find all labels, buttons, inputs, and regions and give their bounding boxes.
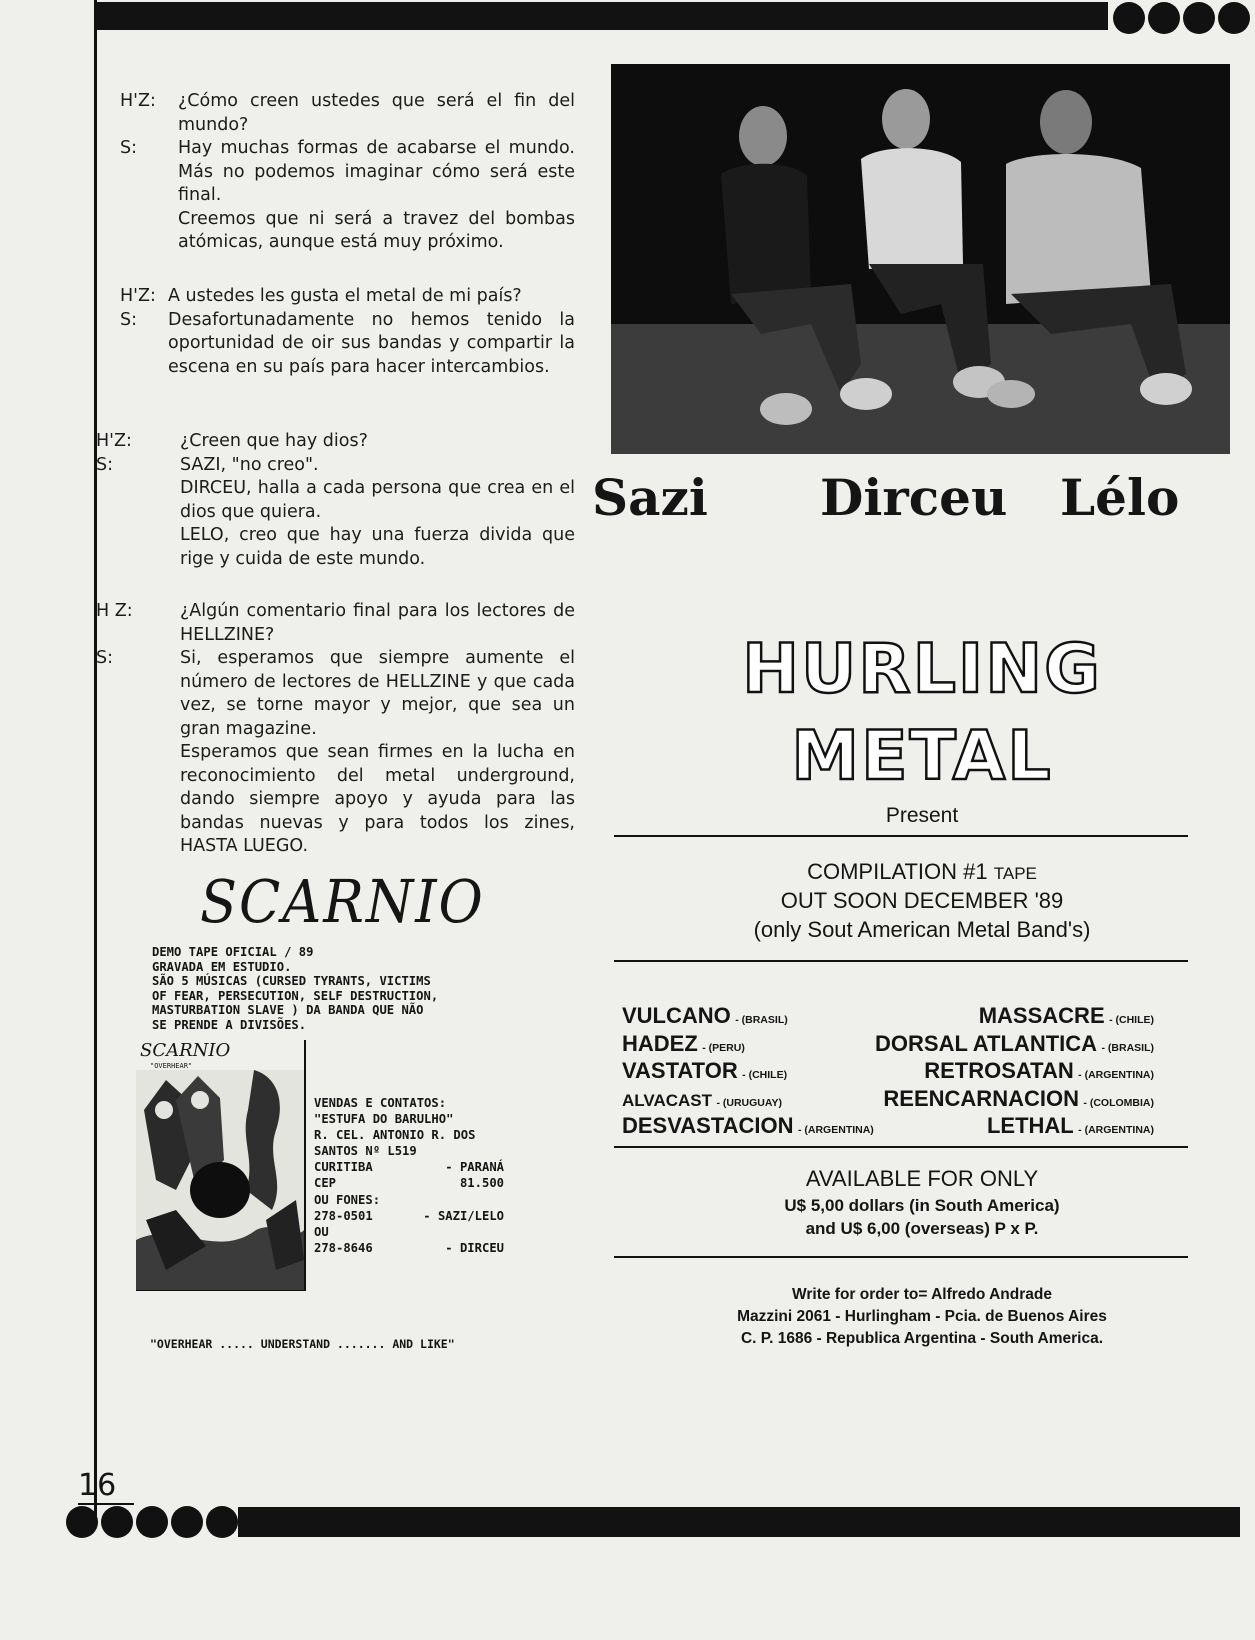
contact-line: OU FONES:: [314, 1192, 381, 1207]
interview-block-4: [96, 600, 575, 859]
band-row: [622, 1031, 1154, 1059]
order-line-2: Mazzini 2061 - Hurlingham - Pcia. de Buenos Aires: [737, 1308, 1107, 1325]
footer-bar: [238, 1507, 1240, 1537]
member-name-dirceu: Dirceu: [820, 468, 1008, 527]
speaker-label: S:: [120, 138, 138, 158]
demo-line: SÃO 5 MÚSICAS (CURSED TYRANTS, VICTIMS: [152, 974, 431, 989]
interview-block-1: [120, 90, 575, 255]
answer-text: Hay muchas formas de acabarse el mundo. Más no podemos imaginar cómo será este final.: [178, 138, 575, 205]
interview-answer: [96, 647, 575, 859]
band-entry: VULCANO - (BRASIL): [622, 1003, 788, 1028]
cover-illustration: [136, 1070, 304, 1290]
contact-line: 278-0501 - SAZI/LELO: [314, 1208, 504, 1223]
interview-block-3: [96, 430, 575, 571]
price-overseas: and U$ 6,00 (overseas) P x P.: [805, 1219, 1039, 1238]
tape-label: TAPE: [993, 864, 1037, 883]
band-entry: DESVASTACION - (ARGENTINA): [622, 1113, 874, 1138]
price-south-america: U$ 5,00 dollars (in South America): [784, 1196, 1060, 1215]
demo-line: SE PRENDE A DIVISÕES.: [152, 1017, 307, 1032]
answer-text: Esperamos que sean firmes en la lucha en reconocimiento del metal underground, dando siempre apoyo y ayuda para las bandas nuevas y para todos los zines, HASTA LUEGO.: [180, 742, 575, 856]
speaker-label: S:: [120, 309, 138, 330]
contact-line: 278-8646 - DIRCEU: [314, 1240, 504, 1255]
contact-line: CURITIBA - PARANÁ: [314, 1160, 504, 1175]
demo-line: OF FEAR, PERSECUTION, SELF DESTRUCTION,: [152, 988, 439, 1003]
contact-line: VENDAS E CONTATOS:: [314, 1096, 447, 1110]
speaker-label: S:: [96, 454, 114, 475]
speaker-label: S:: [96, 648, 114, 668]
compilation-note: (only Sout American Metal Band's): [753, 917, 1091, 942]
band-photo-image: [611, 64, 1230, 454]
scarnio-contact: [314, 1095, 504, 1256]
interview-answer: [96, 454, 575, 572]
compilation-line: [612, 859, 1232, 885]
cover-logo: SCARNIO: [140, 1040, 231, 1061]
scarnio-logo: SCARNIO: [200, 866, 485, 937]
band-entry: RETROSATAN - (ARGENTINA): [924, 1058, 1154, 1083]
question-text: ¿Cómo creen ustedes que será el fin del mundo?: [178, 91, 575, 135]
question-text: ¿Creen que hay dios?: [180, 431, 368, 451]
answer-text: Creemos que ni será a travez del bombas atómicas, aunque está muy próximo.: [178, 208, 575, 252]
answer-text: SAZI, "no creo".: [180, 454, 319, 475]
band-row: [622, 1086, 1154, 1114]
speaker-label: H'Z:: [120, 286, 156, 306]
band-entry: MASSACRE - (CHILE): [978, 1003, 1154, 1028]
contact-line: CEP 81.500: [314, 1176, 504, 1191]
dot-icon: [1148, 2, 1180, 34]
member-name-sazi: Sazi: [592, 468, 708, 527]
band-entry: DORSAL ATLANTICA - (BRASIL): [875, 1030, 1154, 1056]
scarnio-motto: "OVERHEAR ..... UNDERSTAND ....... AND LIKE": [150, 1337, 455, 1351]
speaker-label: H'Z:: [96, 431, 132, 451]
band-row: [622, 1003, 1154, 1031]
hurling-logo-line1: HURLING: [742, 630, 1102, 709]
demo-line: GRAVADA EM ESTUDIO.: [152, 959, 292, 974]
member-name-lelo: Lélo: [1060, 468, 1180, 527]
band-list: [622, 1003, 1154, 1141]
answer-text: Desafortunadamente no hemos tenido la oportunidad de oir sus bandas y compartir la escena en su país para hacer intercambios.: [168, 309, 575, 377]
interview-question: [120, 90, 575, 137]
interview-question: [120, 285, 575, 309]
divider: [614, 1146, 1188, 1148]
question-text: ¿Algún comentario final para los lectores de HELLZINE?: [180, 601, 575, 645]
availability-label: AVAILABLE FOR ONLY: [805, 1166, 1039, 1191]
band-row: [622, 1113, 1154, 1141]
present-label: Present: [885, 804, 959, 827]
contact-line: OU: [314, 1224, 329, 1239]
footer-dots: [66, 1506, 238, 1538]
contact-line: R. CEL. ANTONIO R. DOS: [314, 1128, 476, 1143]
speaker-label: H Z:: [96, 601, 133, 621]
release-date: OUT SOON DECEMBER '89: [780, 888, 1064, 913]
order-line-1: Write for order to= Alfredo Andrade: [792, 1286, 1052, 1303]
divider: [614, 1256, 1188, 1258]
band-entry: LETHAL - (ARGENTINA): [986, 1113, 1154, 1138]
dot-icon: [136, 1506, 168, 1538]
contact-line: "ESTUFA DO BARULHO": [314, 1112, 454, 1127]
question-text: A ustedes les gusta el metal de mi país?: [168, 286, 522, 306]
dot-icon: [1183, 2, 1215, 34]
answer-text: DIRCEU, halla a cada persona que crea en el dios que quiera.: [180, 478, 575, 522]
demo-line: MASTURBATION SLAVE ) DA BANDA QUE NÃO: [152, 1003, 424, 1018]
band-entry: REENCARNACION - (COLOMBIA): [883, 1085, 1154, 1111]
dot-icon: [1113, 2, 1145, 34]
answer-text: LELO, creo que hay una fuerza divida que rige y cuida de este mundo.: [180, 525, 575, 569]
band-photo: [611, 64, 1230, 454]
header-dots: [1113, 2, 1250, 34]
interview-answer: [120, 309, 575, 380]
dot-icon: [206, 1506, 238, 1538]
interview-answer: [120, 137, 575, 255]
band-entry: VASTATOR - (CHILE): [622, 1058, 788, 1083]
interview-question: [96, 600, 575, 647]
dot-icon: [101, 1506, 133, 1538]
speaker-label: H'Z:: [120, 91, 156, 111]
band-row: [622, 1058, 1154, 1086]
page-number: 16: [78, 1468, 117, 1503]
hurling-logo-line2: METAL: [791, 717, 1053, 796]
scarnio-cover-art: [136, 1040, 306, 1291]
compilation-title: COMPILATION #1: [807, 859, 988, 884]
band-entry: ALVACAST - (URUGUAY): [622, 1090, 783, 1110]
dot-icon: [171, 1506, 203, 1538]
page-number-rule: [78, 1503, 134, 1505]
interview-block-2: [120, 285, 575, 379]
cover-subtitle: "OVERHEAR": [150, 1062, 193, 1070]
dot-icon: [1218, 2, 1250, 34]
demo-line: DEMO TAPE OFICIAL / 89: [152, 945, 314, 959]
interview-question: [96, 430, 575, 454]
divider: [614, 960, 1188, 962]
order-line-3: C. P. 1686 - Republica Argentina - South America.: [740, 1330, 1104, 1347]
band-entry: HADEZ - (PERU): [622, 1030, 745, 1056]
contact-line: SANTOS Nº L519: [314, 1144, 417, 1159]
header-bar: [96, 2, 1108, 30]
answer-text: Si, esperamos que siempre aumente el número de lectores de HELLZINE y que cada vez, se torne mayor y mejor, que sea un gran magazine.: [180, 648, 575, 739]
divider: [614, 835, 1188, 837]
scarnio-demo-text: [152, 945, 572, 1033]
dot-icon: [66, 1506, 98, 1538]
